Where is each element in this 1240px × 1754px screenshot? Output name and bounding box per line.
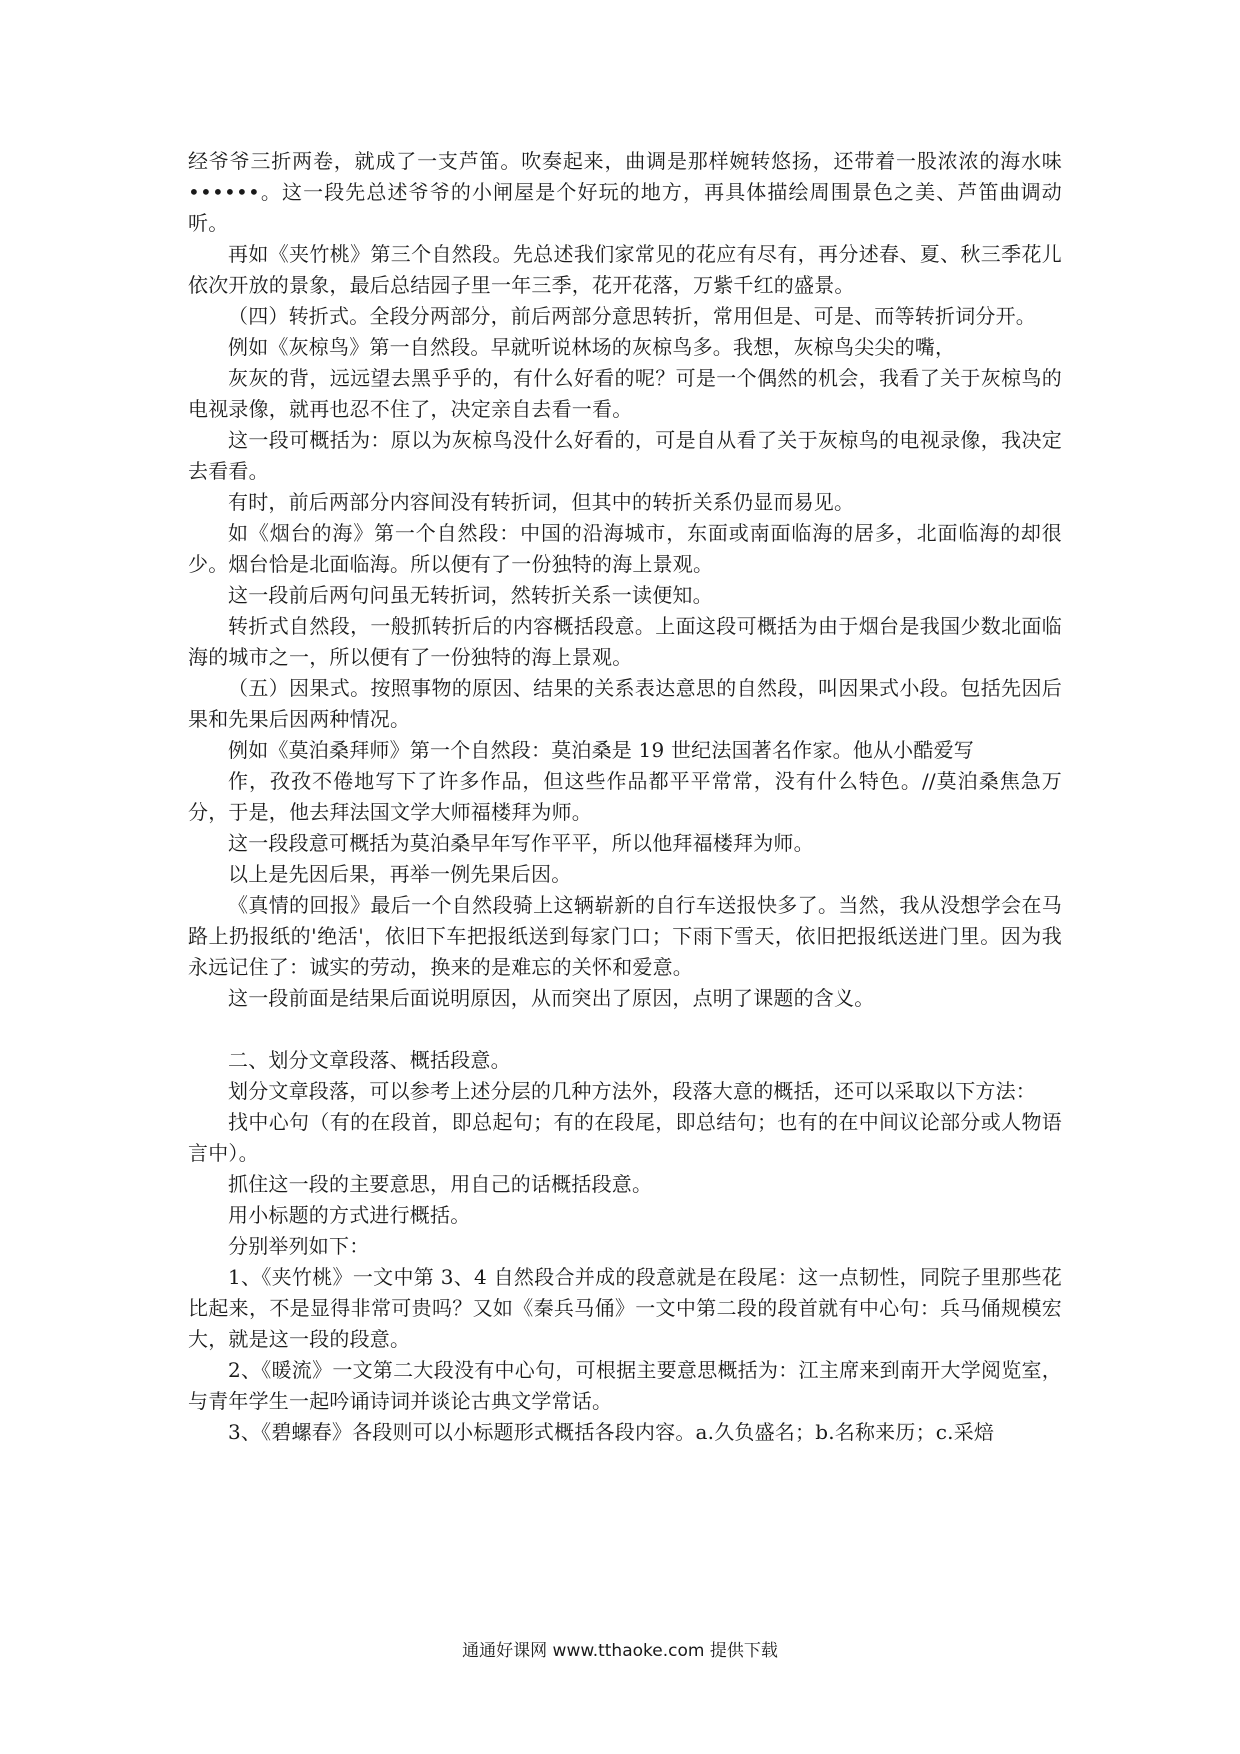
section-heading: 二、划分文章段落、概括段意。 [228, 1048, 511, 1072]
paragraph: 找中心句（有的在段首，即总起句；有的在段尾，即总结句；也有的在中间议论部分或人物语言中）。 [188, 1110, 1062, 1165]
paragraph: 经爷爷三折两卷，就成了一支芦笛。吹奏起来，曲调是那样婉转悠扬，还带着一股浓浓的海水味 ••••••。这一段先总述爷爷的小闸屋是个好玩的地方，再具体描绘周围景色之美、芦笛曲调动听。 [188, 149, 1062, 235]
paragraph: 《真情的回报》最后一个自然段骑上这辆崭新的自行车送报快多了。当然，我从没想学会在马路上扔报纸的'绝活'，依旧下车把报纸送到每家门口；下雨下雪天，依旧把报纸送进门里。因为我永远记住了：诚实的劳动，换来的是难忘的关怀和爱意。 [188, 893, 1062, 979]
document-body [188, 146, 1062, 1448]
paragraph: （四）转折式。全段分两部分，前后两部分意思转折，常用但是、可是、而等转折词分开。 [228, 304, 1036, 328]
paragraph: 有时，前后两部分内容间没有转折词，但其中的转折关系仍显而易见。 [228, 490, 855, 514]
section-gap [188, 1014, 1062, 1045]
paragraph: 1、《夹竹桃》一文中第 3、4 自然段合并成的段意就是在段尾：这一点韧性，同院子里那些花比起来，不是显得非常可贵吗？又如《秦兵马俑》一文中第二段的段首就有中心句：兵马俑规模宏大，就是这一段的段意。 [188, 1265, 1062, 1351]
paragraph: 以上是先因后果，再举一例先果后因。 [228, 862, 572, 886]
paragraph: 如《烟台的海》第一个自然段：中国的沿海城市，东面或南面临海的居多，北面临海的却很少。烟台恰是北面临海。所以便有了一份独特的海上景观。 [188, 521, 1062, 576]
paragraph: 这一段前后两句问虽无转折词，然转折关系一读便知。 [228, 583, 713, 607]
paragraph: 这一段可概括为：原以为灰椋鸟没什么好看的，可是自从看了关于灰椋鸟的电视录像，我决定去看看。 [188, 428, 1062, 483]
paragraph: 作，孜孜不倦地写下了许多作品，但这些作品都平平常常，没有什么特色。//莫泊桑焦急万分，于是，他去拜法国文学大师福楼拜为师。 [188, 769, 1062, 824]
paragraph: 抓住这一段的主要意思，用自己的话概括段意。 [228, 1172, 653, 1196]
paragraph: 3、《碧螺春》各段则可以小标题形式概括各段内容。a.久负盛名；b.名称来历；c.采焙 [228, 1420, 995, 1444]
paragraph: 这一段前面是结果后面说明原因，从而突出了原因，点明了课题的含义。 [228, 986, 875, 1010]
paragraph: 例如《灰椋鸟》第一自然段。早就听说林场的灰椋鸟多。我想，灰椋鸟尖尖的嘴， [228, 335, 956, 359]
page-footer: 通通好课网 www.tthaoke.com 提供下载 [462, 1641, 778, 1661]
paragraph: 例如《莫泊桑拜师》第一个自然段：莫泊桑是 19 世纪法国著名作家。他从小酷爱写 [228, 738, 974, 762]
paragraph: 用小标题的方式进行概括。 [228, 1203, 471, 1227]
paragraph: 2、《暖流》一文第二大段没有中心句，可根据主要意思概括为：江主席来到南开大学阅览室，与青年学生一起吟诵诗词并谈论古典文学常话。 [188, 1358, 1062, 1413]
paragraph: 分别举列如下： [228, 1234, 370, 1258]
paragraph: 灰灰的背，远远望去黑乎乎的，有什么好看的呢？可是一个偶然的机会，我看了关于灰椋鸟的电视录像，就再也忍不住了，决定亲自去看一看。 [188, 366, 1062, 421]
paragraph: 再如《夹竹桃》第三个自然段。先总述我们家常见的花应有尽有，再分述春、夏、秋三季花儿依次开放的景象，最后总结园子里一年三季，花开花落，万紫千红的盛景。 [188, 242, 1062, 297]
paragraph: （五）因果式。按照事物的原因、结果的关系表达意思的自然段，叫因果式小段。包括先因后果和先果后因两种情况。 [188, 676, 1062, 731]
paragraph: 划分文章段落，可以参考上述分层的几种方法外，段落大意的概括，还可以采取以下方法： [228, 1079, 1036, 1103]
paragraph: 转折式自然段，一般抓转折后的内容概括段意。上面这段可概括为由于烟台是我国少数北面临海的城市之一，所以便有了一份独特的海上景观。 [188, 614, 1062, 669]
paragraph: 这一段段意可概括为莫泊桑早年写作平平，所以他拜福楼拜为师。 [228, 831, 814, 855]
